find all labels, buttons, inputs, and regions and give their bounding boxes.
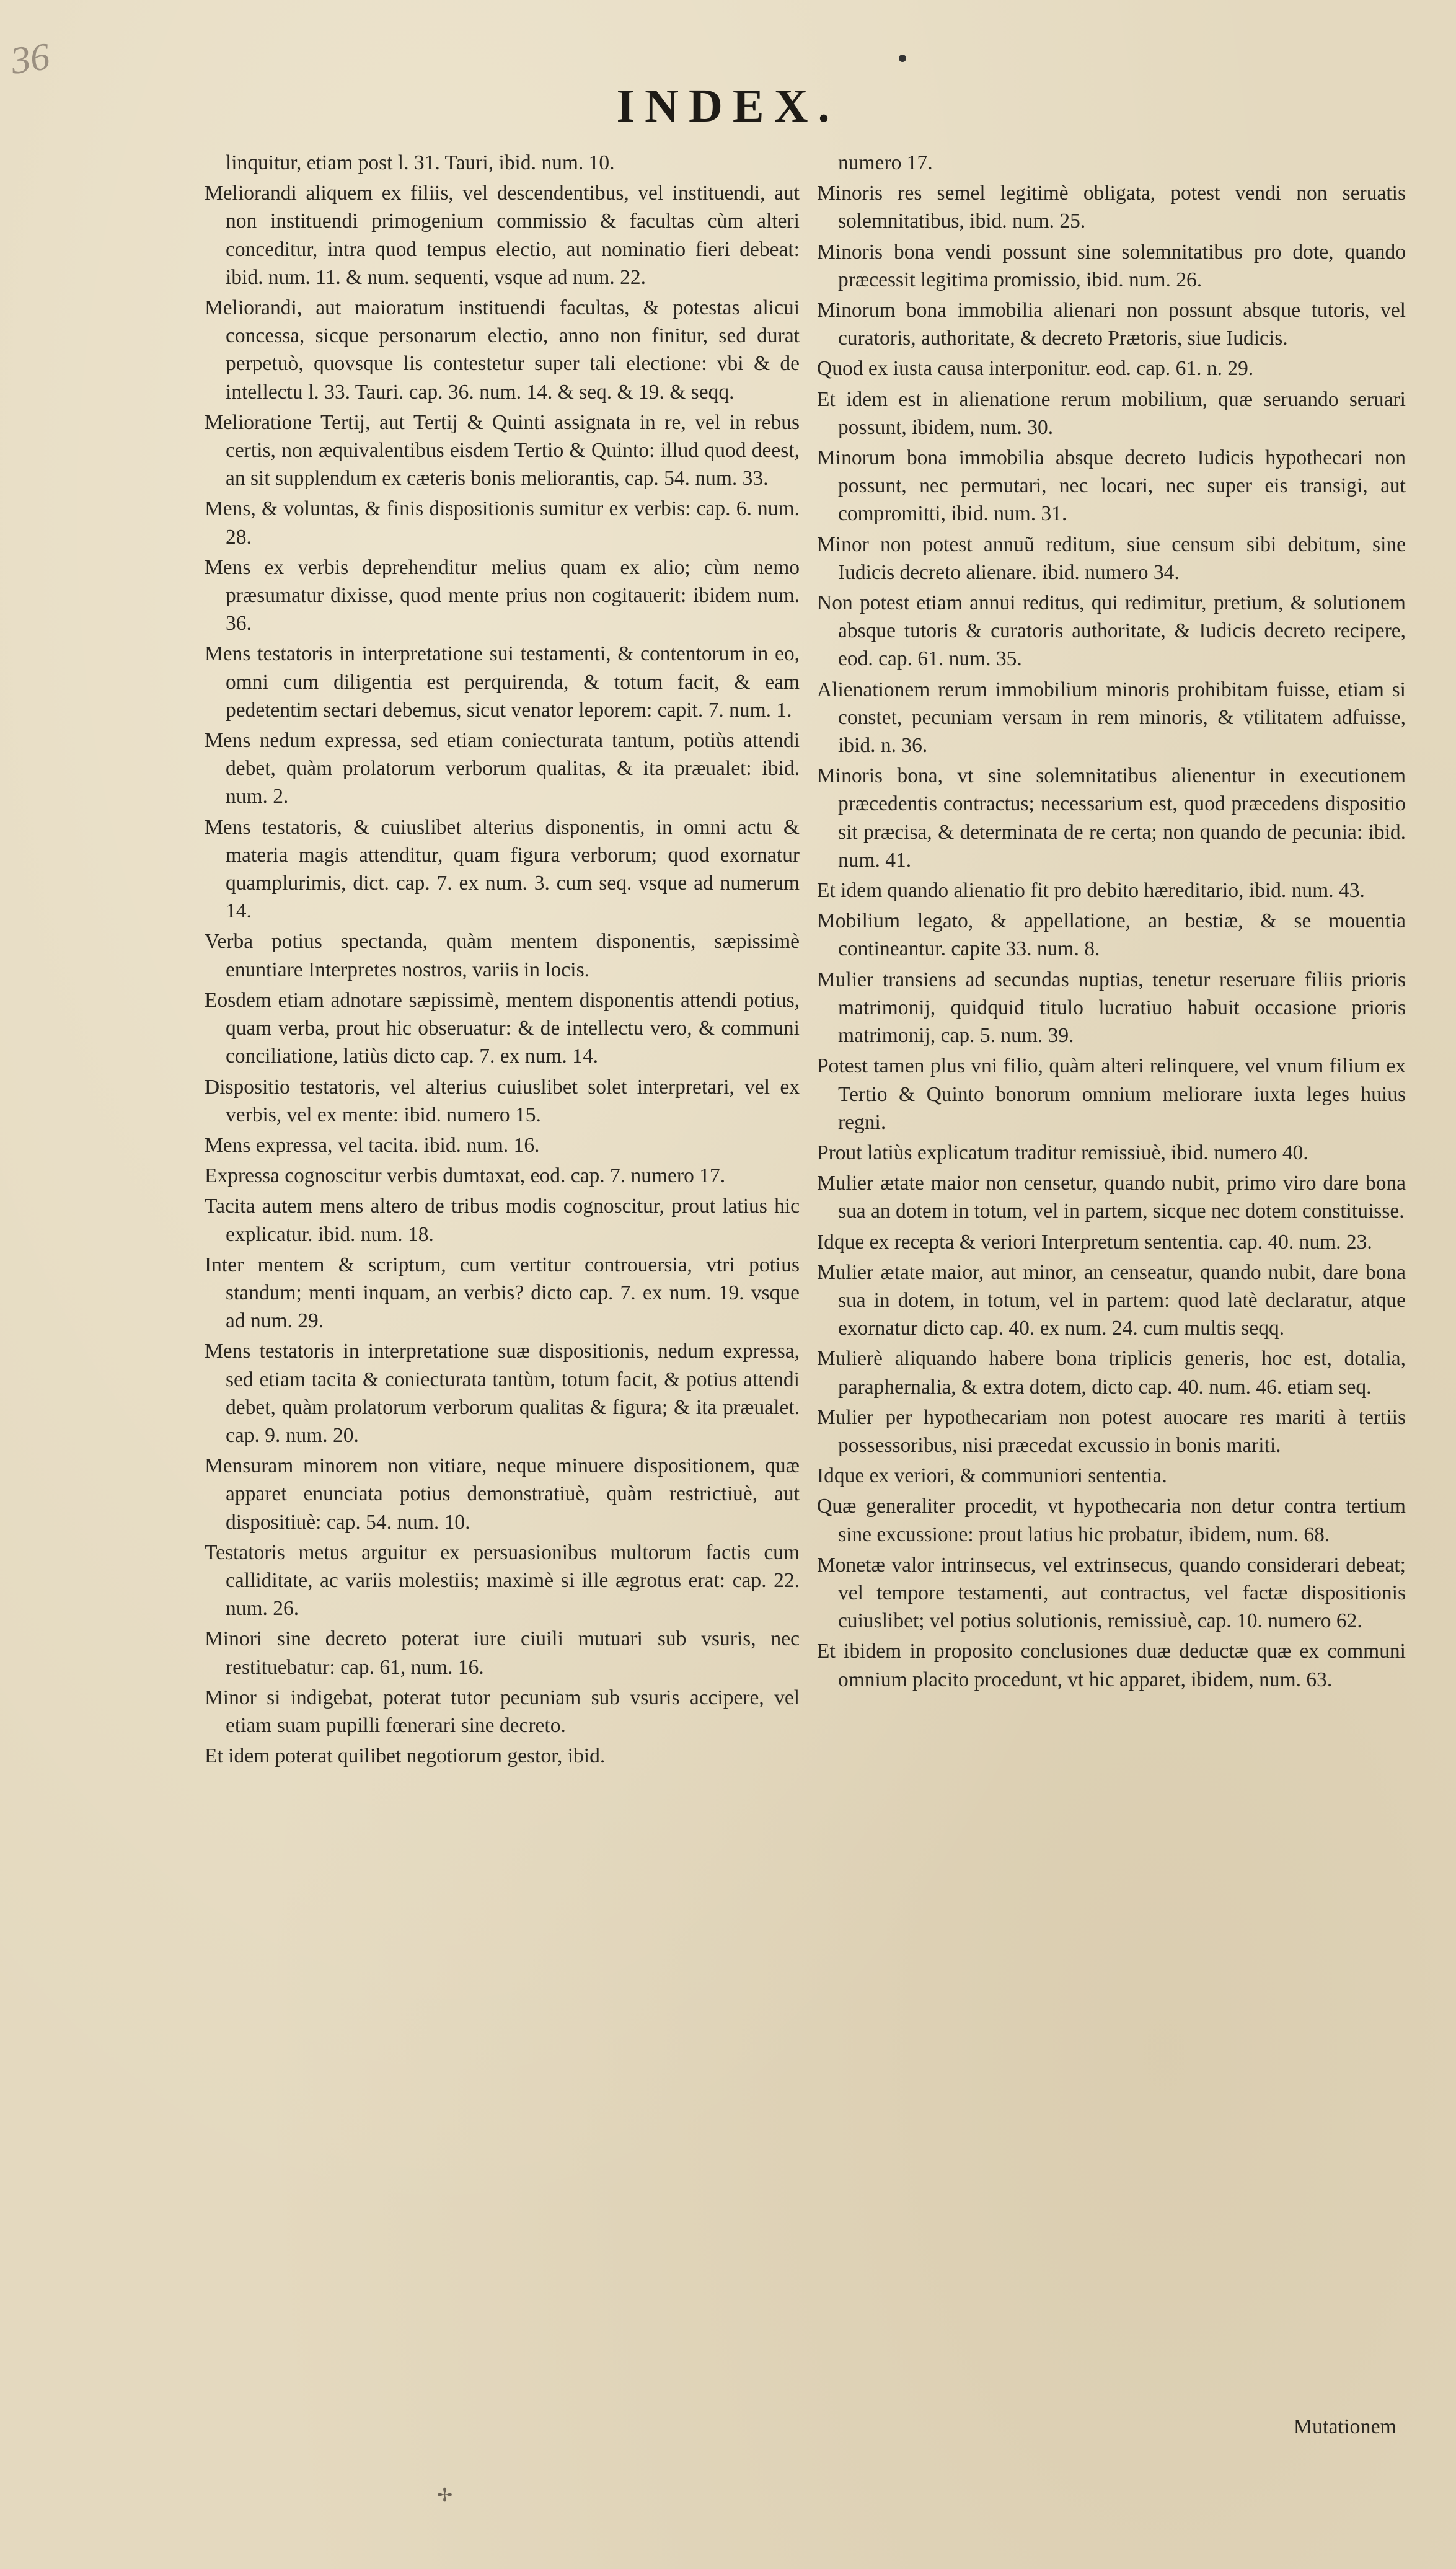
index-entry: Mulier per hypothecariam non potest auocare res mariti à tertiis possessoribus, nisi præcedat excussio in bonis mariti. (817, 1405, 1406, 1457)
index-entry: Melioratione Tertij, aut Tertij & Quinti assignata in re, vel in rebus certis, non æquivalentibus eisdem Tertio & Quinto: illud quod deest, an sit supplendum ex cæteris bonis meliorantis, cap. 54. num. 33. (205, 410, 800, 490)
index-entry: Et idem quando alienatio fit pro debito hæreditario, ibid. num. 43. (817, 879, 1365, 903)
index-entry: Dispositio testatoris, vel alterius cuiuslibet solet interpretari, vel ex verbis, vel ex mente: ibid. numero 15. (205, 1075, 800, 1126)
left-column (205, 149, 800, 1772)
index-entry: Non potest etiam annui reditus, qui redimitur, pretium, & solutionem absque tutoris & curatoris authoritate, & Iudicis decreto recipere, eod. cap. 61. num. 35. (817, 591, 1406, 671)
index-entry: Idque ex recepta & veriori Interpretum sententia. cap. 40. num. 23. (817, 1230, 1372, 1254)
index-entry: Potest tamen plus vni filio, quàm alteri relinquere, vel vnum filium ex Tertio & Quinto bonorum omnium meliorare iuxta leges huius regni. (817, 1055, 1406, 1134)
index-entry: Minorum bona immobilia alienari non possunt absque tutoris, vel curatoris, authoritate, & decreto Prætoris, siue Iudicis. (817, 299, 1406, 350)
index-entry: Et ibidem in proposito conclusiones duæ deductæ quæ ex communi omnium placito procedunt, vt hic apparet, ibidem, num. 63. (817, 1640, 1406, 1691)
index-entry: Prout latiùs explicatum traditur remissiuè, ibid. numero 40. (817, 1141, 1308, 1164)
right-column (817, 149, 1406, 1696)
index-entry: Mens testatoris, & cuiuslibet alterius disponentis, in omni actu & materia magis attenditur, quam figura verborum; quod exornatur quamplurimis, dict. cap. 7. ex num. 3. cum seq. vsque ad numerum 14. (205, 815, 800, 923)
index-entry: Quæ generaliter procedit, vt hypothecaria non detur contra tertium sine excussione: prout latius hic probatur, ibidem, num. 68. (817, 1495, 1406, 1546)
index-entry: Testatoris metus arguitur ex persuasionibus multorum factis cum calliditate, ac variis molestiis; maximè si ille ægrotus erat: cap. 22. num. 26. (205, 1541, 800, 1621)
index-entry: Et idem est in alienatione rerum mobilium, quæ seruando seruari possunt, ibidem, num. 30. (817, 387, 1406, 439)
index-entry: Monetæ valor intrinsecus, vel extrinsecus, quando considerari debeat; vel tempore testamenti, aut contractus, vel factæ dispositionis cuiuslibet; vel potius solutionis, remissiuè, cap. 10. numero 62. (817, 1553, 1406, 1633)
index-entry: Mobilium legato, & appellatione, an bestiæ, & se mouentia contineantur. capite 33. num. 8. (817, 909, 1406, 961)
index-entry: Minori sine decreto poterat iure ciuili mutuari sub vsuris, nec restituebatur: cap. 61, num. 16. (205, 1627, 800, 1679)
index-entry: Mens testatoris in interpretatione sui testamenti, & contentorum in eo, omni cum diligentia est perquirenda, & totum facit, & eam pedetentim sectari debemus, sicut venator leporem: capit. 7. num. 1. (205, 642, 800, 722)
index-entry: Minoris bona vendi possunt sine solemnitatibus pro dote, quando præcessit legitima promissio, ibid. num. 26. (817, 240, 1406, 291)
index-entry: Mulierè aliquando habere bona triplicis generis, hoc est, dotalia, paraphernalia, & extra dotem, dicto cap. 40. num. 46. etiam seq. (817, 1347, 1406, 1399)
index-entry: Meliorandi aliquem ex filiis, vel descendentibus, vel instituendi, aut non instituendi primogenium commissio & facultas cùm alteri conceditur, intra quod tempus electio, aut nominatio fieri debeat: ibid. num. 11. & num. sequenti, vsque ad num. 22. (205, 182, 800, 289)
index-entry: Mens ex verbis deprehenditur melius quam ex alio; cùm nemo præsumatur dixisse, quod mente prius non cogitauerit: ibidem num. 36. (205, 555, 800, 635)
index-entry: Mens expressa, vel tacita. ibid. num. 16. (205, 1133, 540, 1157)
index-entry: Verba potius spectanda, quàm mentem disponentis, sæpissimè enuntiare Interpretes nostros, variis in locis. (205, 930, 800, 981)
index-entry: Inter mentem & scriptum, cum vertitur controuersia, vtri potius standum; menti inquam, an verbis? dicto cap. 7. ex num. 19. vsque ad num. 29. (205, 1253, 800, 1333)
index-entry: Quod ex iusta causa interponitur. eod. cap. 61. n. 29. (817, 357, 1254, 381)
ornament: ✢ (437, 2485, 453, 2506)
index-entry: Minoris res semel legitimè obligata, potest vendi non seruatis solemnitatibus, ibid. num. 25. (817, 182, 1406, 233)
index-entry: Tacita autem mens altero de tribus modis cognoscitur, prout latius hic explicatur. ibid. num. 18. (205, 1195, 800, 1246)
index-entry: Idque ex veriori, & communiori sententia. (817, 1464, 1167, 1488)
index-entry: Mens testatoris in interpretatione suæ dispositionis, nedum expressa, sed etiam tacita & coniecturata tantùm, totum facit, & potius attendi debet, quàm prolatorum verborum qualitas & figura; & ita præualet. cap. 9. num. 20. (205, 1340, 800, 1447)
index-entry: Minor non potest annuũ reditum, siue censum sibi debitum, sine Iudicis decreto alienare. ibid. numero 34. (817, 533, 1406, 584)
page-header: INDEX. (616, 80, 840, 132)
index-entry: Eosdem etiam adnotare sæpissimè, mentem disponentis attendi potius, quam verba, prout hic obseruatur: & de intellectu vero, & communi conciliatione, latiùs dicto cap. 7. ex num. 14. (205, 988, 800, 1068)
index-entry: Alienationem rerum immobilium minoris prohibitam fuisse, etiam si constet, pecuniam versam in rem minoris, & vtilitatem adfuisse, ibid. n. 36. (817, 678, 1406, 758)
index-entry: Et idem poterat quilibet negotiorum gestor, ibid. (205, 1744, 606, 1768)
index-entry: Mensuram minorem non vitiare, neque minuere dispositionem, quæ apparet enunciata potius demonstratiuè, quàm restrictiuè, aut dispositiuè: cap. 54. num. 10. (205, 1454, 800, 1534)
index-entry: Expressa cognoscitur verbis dumtaxat, eod. cap. 7. numero 17. (205, 1164, 726, 1188)
index-entry: Minoris bona, vt sine solemnitatibus alienentur in executionem præcedentis contractus; necessarium est, quod præcedens dispositio sit præcisa, & determinata de re certa; non quando de pecunia: ibid. num. 41. (817, 764, 1406, 872)
index-entry: Minorum bona immobilia absque decreto Iudicis hypothecari non possunt, nec permutari, nec locari, nec super eis transigi, aut compromitti, ibid. num. 31. (817, 446, 1406, 526)
ink-dot (899, 55, 906, 62)
index-entry: Mens, & voluntas, & finis dispositionis sumitur ex verbis: cap. 6. num. 28. (205, 497, 800, 549)
index-entry: Mulier ætate maior, aut minor, an censeatur, quando nubit, dare bona sua in dotem, in totum, vel in partem: quod latè declaratur, atque exornatur dicto cap. 40. ex num. 24. cum multis seqq. (817, 1260, 1406, 1340)
index-entry: Mulier transiens ad secundas nuptias, tenetur reseruare filiis prioris matrimonij, quidquid titulo lucratiuo habuit occasione prioris matrimonij, cap. 5. num. 39. (817, 968, 1406, 1048)
index-entry: linquitur, etiam post l. 31. Tauri, ibid. num. 10. (226, 151, 615, 174)
index-entry: Mulier ætate maior non censetur, quando nubit, primo viro dare bona sua an dotem in totum, vel in partem, sicque nec dotem constituisse. (817, 1172, 1406, 1223)
index-entry: Mens nedum expressa, sed etiam coniecturata tantum, potiùs attendi debet, quàm prolatorum verborum qualitas, & ita præualet: ibid. num. 2. (205, 729, 800, 808)
index-entry: numero 17. (838, 151, 933, 174)
margin-page-note: 36 (8, 35, 53, 82)
catchword: Mutationem (1293, 2415, 1396, 2438)
index-entry: Minor si indigebat, poterat tutor pecuniam sub vsuris accipere, vel etiam suam pupilli fœnerari sine decreto. (205, 1686, 800, 1737)
index-entry: Meliorandi, aut maioratum instituendi facultas, & potestas alicui concessa, sicque personarum electio, anno non finitur, sed durat perpetuò, quovsque lis contestetur super tali electione: vbi & de intellectu l. 33. Tauri. cap. 36. num. 14. & seq. & 19. & seqq. (205, 296, 800, 404)
